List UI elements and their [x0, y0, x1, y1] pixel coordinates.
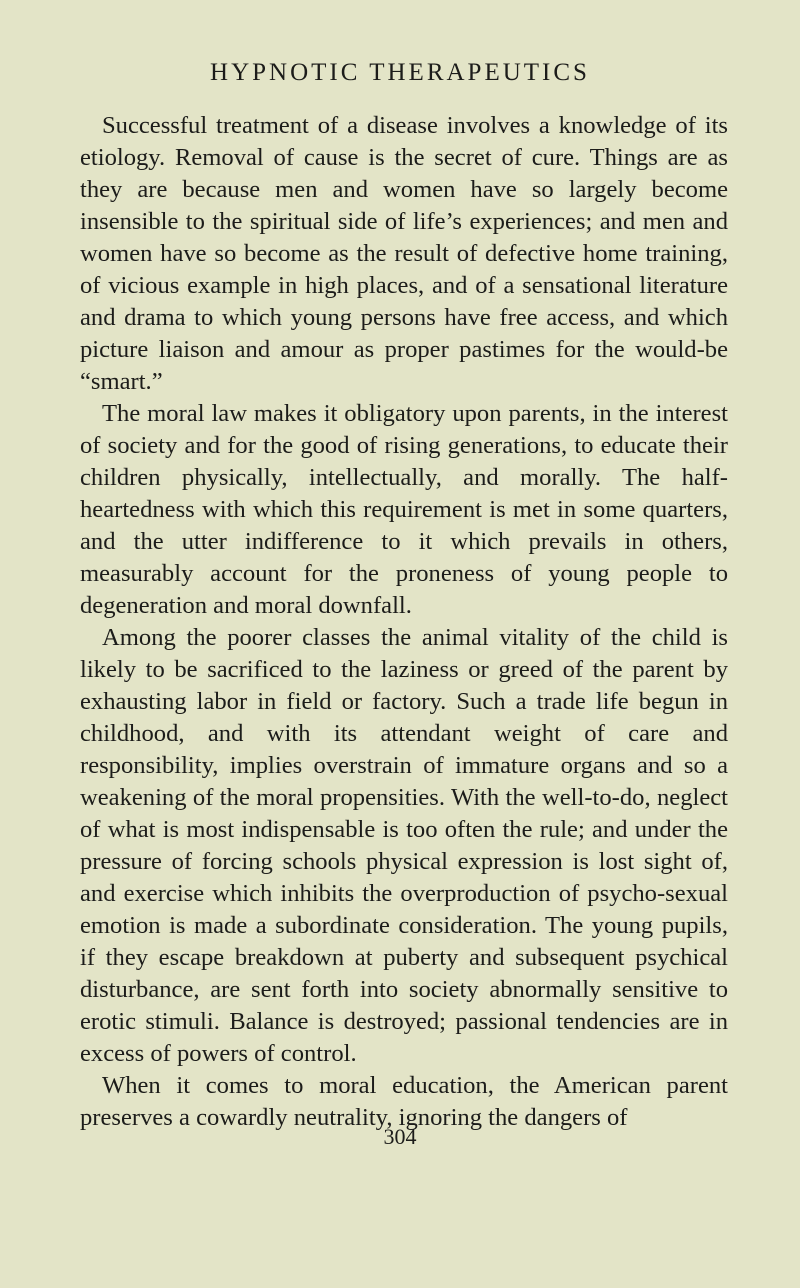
paragraph-2: The moral law makes it obligatory upon parents, in the interest of society and for the good of rising generations, to educate their children physically, intellectually, and morally. The half-heartedness with which this requirement is met in some quarters, and the utter indifference to it which prevails in others, measurably account for the proneness of young people to degeneration and moral downfall.	[80, 400, 728, 619]
paragraph-3: Among the poorer classes the animal vitality of the child is likely to be sacrificed to the laziness or greed of the parent by exhausting labor in field or factory. Such a trade life begun in childhood, and with its attendant weight of care and responsibility, implies overstrain of immature organs and so a weakening of the moral propensities. With the well-to-do, neglect of what is most indispensable is too often the rule; and under the pressure of forcing schools physical expression is lost sight of, and exercise which inhibits the overproduction of psycho-sexual emotion is made a subordinate consideration. The young pupils, if they escape breakdown at puberty and subsequent psychical disturbance, are sent forth into society abnormally sensitive to erotic stimuli. Balance is destroyed; passional tendencies are in excess of powers of control.	[80, 624, 728, 1067]
body-text	[80, 110, 728, 1134]
page-number: 304	[383, 1124, 417, 1149]
paragraph-1: Successful treatment of a disease involves a knowledge of its etiology. Removal of cause is the secret of cure. Things are as they are because men and women have so largely become insensible to the spiritual side of life’s experiences; and men and women have so become as the result of defective home training, of vicious example in high places, and of a sensational literature and drama to which young persons have free access, and which picture liaison and amour as proper pastimes for the would-be “smart.”	[80, 112, 728, 395]
running-head: HYPNOTIC THERAPEUTICS	[210, 59, 590, 86]
paragraph-4: When it comes to moral education, the American parent preserves a cowardly neutrality, ignoring the dangers of	[80, 1072, 728, 1131]
